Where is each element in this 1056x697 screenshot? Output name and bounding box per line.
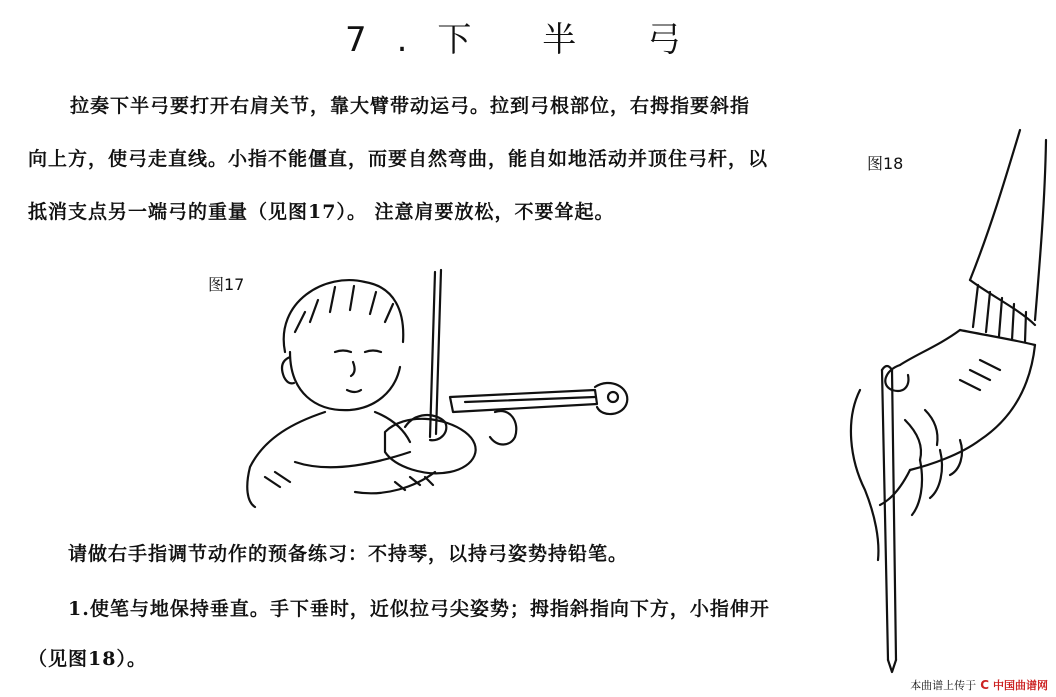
paragraph-exercise-intro: 请做右手指调节动作的预备练习：不持琴，以持弓姿势持铅笔。	[68, 543, 629, 565]
figure-17-boy-violin-illustration	[235, 262, 645, 522]
paragraph-bow-technique: 拉奏下半弓要打开右肩关节，靠大臂带动运弓。拉到弓根部位，右拇指要斜指向上方，使弓走直线。小指不能僵直，而要自然弯曲，能自如地活动并顶住弓杆，以抵消支点另一端弓的重量（见图17）。 注意肩要放松，不要耸起。	[28, 95, 769, 223]
footer-watermark	[910, 677, 1048, 693]
paragraph-exercise-step-1: 1.使笔与地保持垂直。手下垂时，近似拉弓尖姿势；拇指斜指向下方，小指伸开（见图18）。	[28, 598, 770, 670]
footer-upload-text: 本曲谱上传于	[910, 679, 977, 692]
footer-site-name: 中国曲谱网	[993, 679, 1048, 692]
page-title: 7.下 半 弓	[344, 20, 712, 60]
figure-18-hand-holding-pencil-illustration	[820, 120, 1056, 675]
figure-17-caption: 图17	[208, 275, 245, 294]
site-logo-icon: C	[980, 678, 989, 692]
figure-18-caption: 图18	[867, 154, 904, 173]
